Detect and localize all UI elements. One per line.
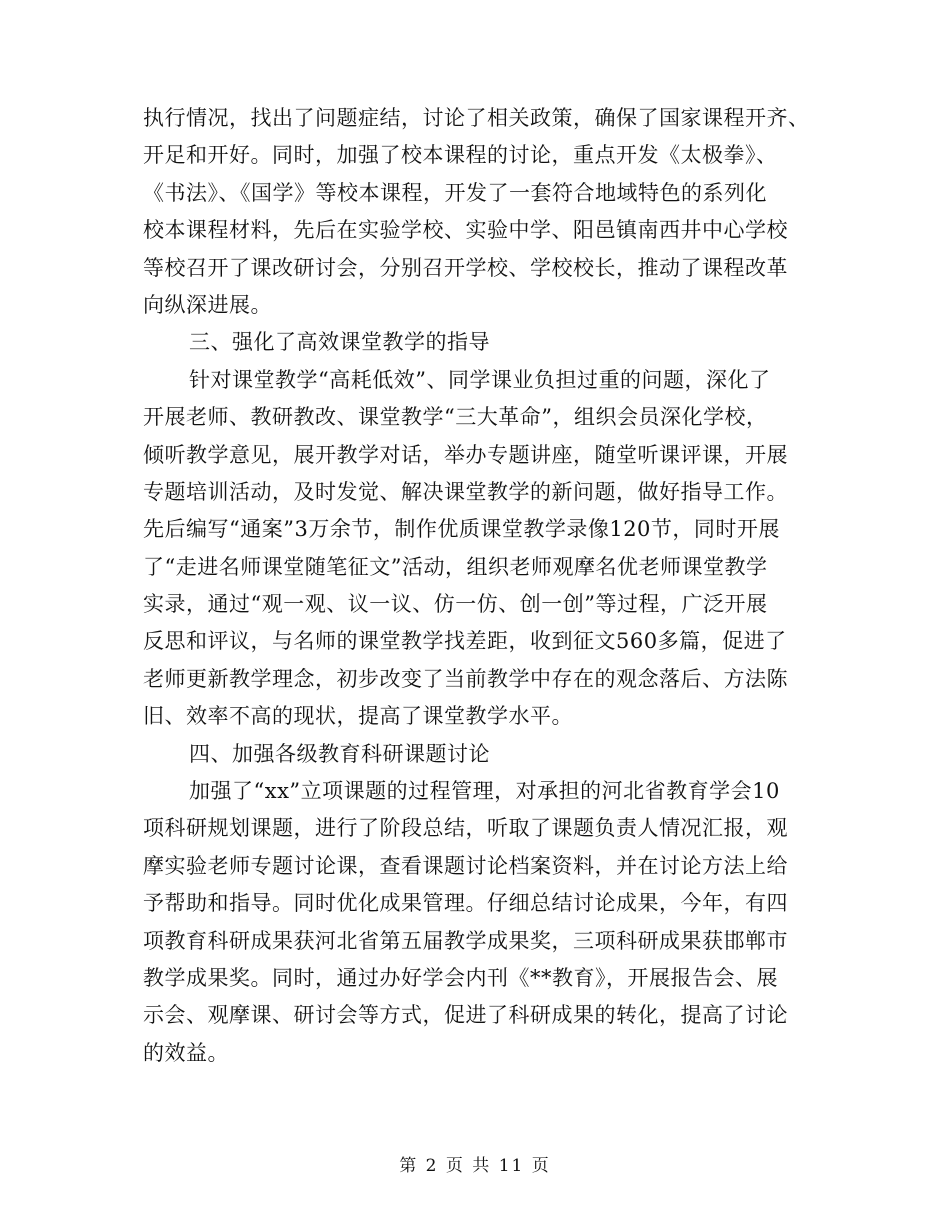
text-line: 的效益。 (143, 1040, 229, 1065)
text-line: 倾听教学意见，展开教学对话，举办专题讲座，随堂听课评课，开展 (143, 442, 788, 467)
text-line: 旧、效率不高的现状，提高了课堂教学水平。 (143, 704, 573, 729)
text-line: 示会、观摩课、研讨会等方式，促进了科研成果的转化，提高了讨论 (143, 1003, 788, 1028)
paragraph-first-line: 加强了“xx”立项课题的过程管理，对承担的河北省教育学会10 (189, 779, 780, 804)
paragraph-first-line: 针对课堂教学“高耗低效”、同学课业负担过重的问题，深化了 (189, 367, 771, 392)
text-line: 老师更新教学理念，初步改变了当前教学中存在的观念落后、方法陈 (143, 666, 788, 691)
section-heading: 四、加强各级教育科研课题讨论 (189, 741, 490, 766)
text-line: 专题培训活动，及时发觉、解决课堂教学的新问题，做好指导工作。 (143, 479, 788, 504)
text-line: 开足和开好。同时，加强了校本课程的讨论，重点开发《太极拳》、 (143, 143, 778, 168)
text-line: 《书法》、《国学》等校本课程，开发了一套符合地域特色的系列化 (143, 180, 767, 205)
text-line: 项科研规划课题，进行了阶段总结，听取了课题负责人情况汇报，观 (143, 816, 788, 841)
text-line: 项教育科研成果获河北省第五届教学成果奖，三项科研成果获邯郸市 (143, 928, 788, 953)
text-line: 执行情况，找出了问题症结，讨论了相关政策，确保了国家课程开齐、 (143, 106, 810, 130)
text-line: 了“走进名师课堂随笔征文”活动，组织老师观摩名优老师课堂教学 (143, 554, 768, 579)
section-heading: 三、强化了高效课堂教学的指导 (189, 330, 490, 355)
text-line: 开展老师、教研教改、课堂教学“三大革命”，组织会员深化学校， (143, 405, 768, 430)
text-line: 教学成果奖。同时，通过办好学会内刊《**教育》，开展报告会、展 (143, 965, 778, 990)
text-line: 先后编写“通案”3万余节，制作优质课堂教学录像120节，同时开展 (143, 517, 780, 542)
text-line: 校本课程材料，先后在实验学校、实验中学、阳邑镇南西井中心学校 (143, 218, 788, 243)
text-line: 摩实验老师专题讨论课，查看课题讨论档案资料，并在讨论方法上给 (143, 853, 788, 878)
text-line: 实录，通过“观一观、议一议、仿一仿、创一创”等过程，广泛开展 (143, 592, 768, 617)
text-line: 等校召开了课改研讨会，分别召开学校、学校校长，推动了课程改革 (143, 255, 788, 280)
page-number-footer: 第 2 页 共 11 页 (399, 1156, 551, 1176)
document-body (143, 100, 808, 1072)
text-line: 予帮助和指导。同时优化成果管理。仔细总结讨论成果，今年，有四 (143, 891, 788, 916)
text-line: 向纵深进展。 (143, 292, 272, 317)
text-line: 反思和评议，与名师的课堂教学找差距，收到征文560多篇，促进了 (143, 629, 787, 654)
